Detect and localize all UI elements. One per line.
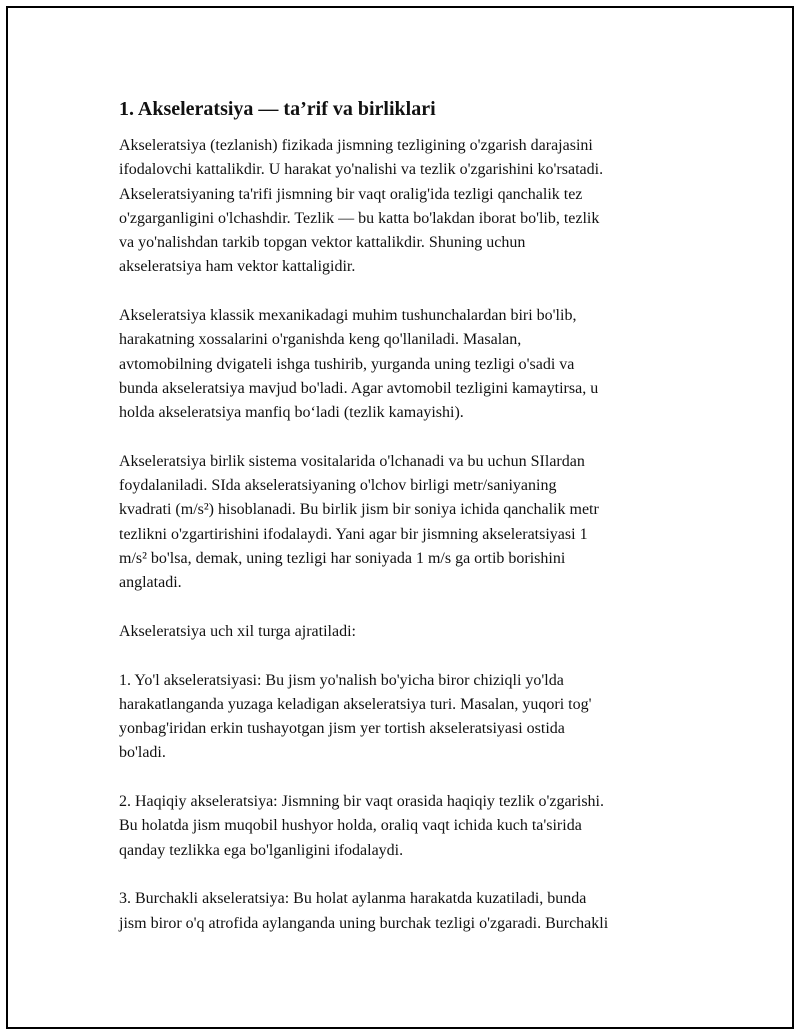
paragraph-units: Akseleratsiya birlik sistema vositalarida o'lchanadi va bu uchun SIlardan foydalaniladi. SIda akseleratsiyaning o'lchov birligi metr/saniyaning kvadrati (m/s²) hisoblanadi. Bu birlik jism bir soniya ichida qanchalik metr tezlikni o'zgartirishini ifodalaydi. Yani agar bir jismning akseleratsiyasi 1 m/s² bo'lsa, demak, uning tezligi har soniyada 1 m/s ga ortib borishini anglatadi. — [119, 452, 599, 592]
list-item-angular-acceleration: 3. Burchakli akseleratsiya: Bu holat aylanma harakatda kuzatiladi, bunda jism biror o'q atrofida aylanganda uning burchak tezligi o'zgaradi. Burchakli — [119, 890, 609, 932]
list-item-real-acceleration: 2. Haqiqiy akseleratsiya: Jismning bir vaqt orasida haqiqiy tezlik o'zgarishi. Bu holatda jism muqobil hushyor holda, oraliq vaqt ichida kuch ta'sirida qanday tezlikka ega bo'lganligini ifodalaydi. — [119, 793, 604, 859]
paragraph-types-intro: Akseleratsiya uch xil turga ajratiladi: — [119, 622, 356, 640]
document-body — [119, 96, 694, 960]
paragraph-definition: Akseleratsiya (tezlanish) fizikada jismning tezligining o'zgarish darajasini ifodalovchi kattalikdir. U harakat yo'nalishi va tezlik o'zgarishini ko'rsatadi. Akseleratsiyaning ta'rifi jismning bir vaqt oralig'ida tezligi qanchalik tez o'zgarganligini o'lchashdir. Tezlik — bu katta bo'lakdan iborat bo'lib, tezlik va yo'nalishdan tarkib topgan vektor kattalikdir. Shuning uchun akseleratsiya ham vektor kattaligidir. — [119, 137, 604, 276]
paragraph-mechanics: Akseleratsiya klassik mexanikadagi muhim tushunchalardan biri bo'lib, harakatning xossalarini o'rganishda keng qo'llaniladi. Masalan, avtomobilning dvigateli ishga tushirib, yurganda uning tezligi o'sadi va bunda akseleratsiya mavjud bo'ladi. Agar avtomobil tezligini kamaytirsa, u holda akseleratsiya manfiq bo‘ladi (tezlik kamayishi). — [119, 307, 599, 422]
page-title: 1. Akseleratsiya — ta’rif va birliklari — [119, 98, 436, 120]
list-item-path-acceleration: 1. Yo'l akseleratsiyasi: Bu jism yo'nalish bo'yicha biror chiziqli yo'lda harakatlanganda yuzaga keladigan akseleratsiya turi. Masalan, yuqori tog' yonbag'iridan erkin tushayotgan jism yer tortish akseleratsiyasi ostida bo'ladi. — [119, 671, 592, 762]
page-frame — [6, 6, 794, 1029]
